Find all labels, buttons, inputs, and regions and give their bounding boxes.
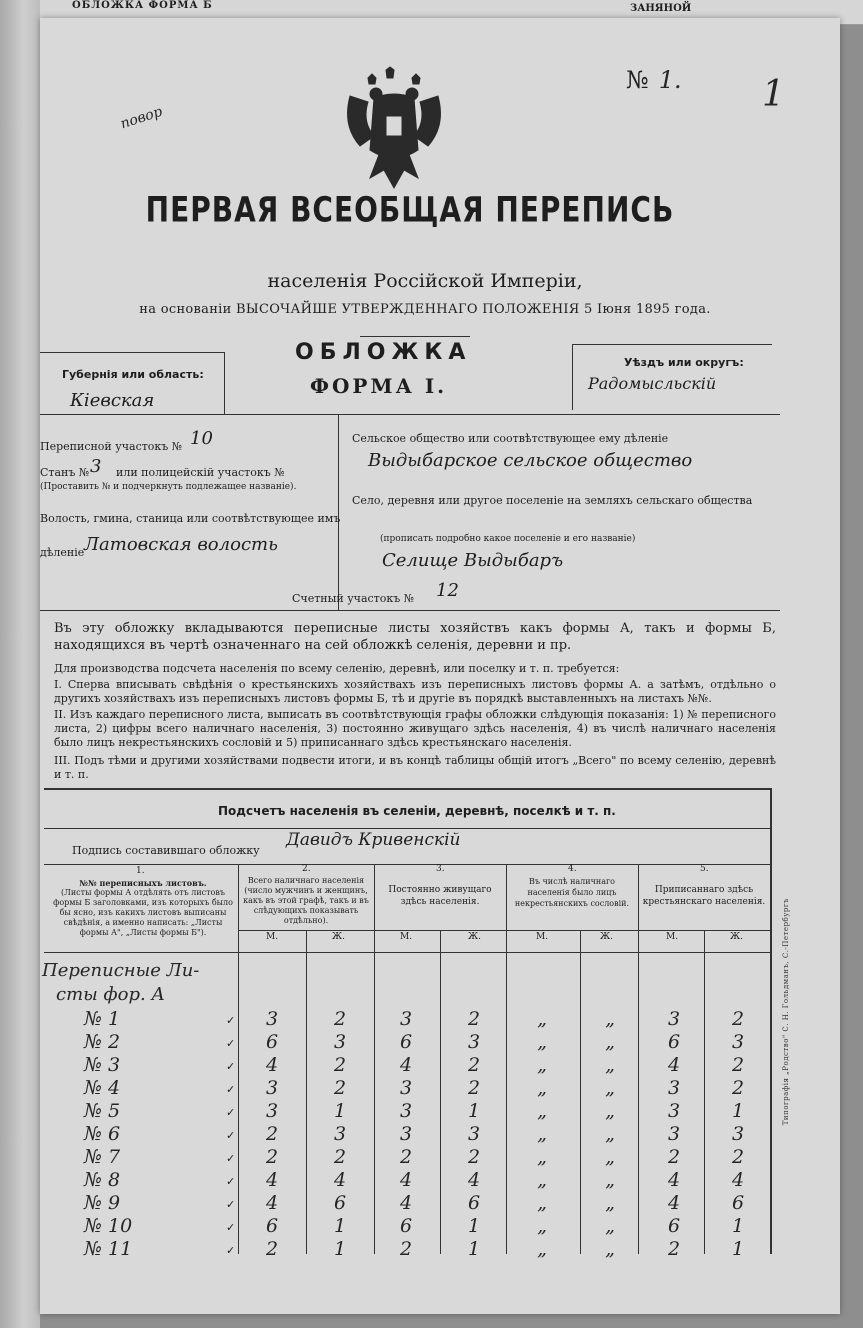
table-cell: 3 <box>731 1123 745 1145</box>
table-cell: 1 <box>731 1100 745 1122</box>
obshchestvo-value: Выдыбарское сельское общество <box>368 450 693 471</box>
sex-m: М. <box>536 932 549 942</box>
col3-header: Постоянно живущаго здѣсь населенія. <box>388 885 492 907</box>
table-row-number: № 3 <box>84 1054 121 1076</box>
table-cell: 3 <box>399 1100 413 1122</box>
table-cell: „ <box>605 1146 615 1168</box>
selo-value: Селище Выдыбаръ <box>382 550 564 571</box>
check-mark-icon: ✓ <box>226 1152 236 1165</box>
table-cell: 6 <box>667 1031 681 1053</box>
table-cell: 2 <box>467 1054 481 1076</box>
table-cell: 6 <box>333 1192 347 1214</box>
table-row-number: № 2 <box>84 1031 121 1053</box>
sex-m: М. <box>666 932 679 942</box>
stan-value: 3 <box>90 456 102 477</box>
sex-f: Ж. <box>468 932 481 942</box>
table-cell: 1 <box>467 1238 481 1260</box>
check-mark-icon: ✓ <box>226 1106 236 1119</box>
table-row-number: № 7 <box>84 1146 121 1168</box>
obshchestvo-label: Сельское общество или соотвѣтствующее ему дѣленіе <box>352 432 669 445</box>
table-cell: „ <box>537 1077 547 1099</box>
table-cell: 6 <box>399 1215 413 1237</box>
table-cell: 3 <box>667 1008 681 1030</box>
box-rule <box>572 344 573 410</box>
back-sheet-label-right: ЗАНЯНОЙ <box>630 3 692 14</box>
table-cell: „ <box>537 1054 547 1076</box>
col-rule <box>238 864 239 1254</box>
margin-note: повор <box>118 103 165 133</box>
table-cell: „ <box>605 1077 615 1099</box>
perepisnoy-value: 10 <box>190 428 213 449</box>
signature-value: Давидъ Кривенскій <box>286 830 461 850</box>
check-mark-icon: ✓ <box>226 1037 236 1050</box>
table-cell: 1 <box>467 1100 481 1122</box>
table-cell: 2 <box>333 1054 347 1076</box>
table-cell: 2 <box>265 1238 279 1260</box>
col4-number: 4. <box>568 864 577 874</box>
check-mark-icon: ✓ <box>226 1244 236 1257</box>
col5-header: Приписаннаго здѣсь крестьянскаго населенія. <box>642 885 766 907</box>
sex-m: М. <box>400 932 413 942</box>
col1-title: №№ переписныхъ листовъ. <box>79 878 207 888</box>
table-cell: 1 <box>333 1100 347 1122</box>
check-mark-icon: ✓ <box>226 1198 236 1211</box>
section-label: Переписные Ли- <box>42 960 200 981</box>
section-rule <box>40 610 780 611</box>
perepisnoy-label: Переписной участокъ № <box>40 440 183 453</box>
table-cell: 6 <box>667 1215 681 1237</box>
table-cell: „ <box>537 1008 547 1030</box>
table-cell: 1 <box>333 1215 347 1237</box>
table-cell: 6 <box>265 1031 279 1053</box>
schetny-value: 12 <box>436 580 459 601</box>
legal-basis: на основаніи ВЫСОЧАЙШЕ УТВЕРЖДЕННАГО ПОЛОЖЕНІЯ 5 Іюня 1895 года. <box>139 302 711 317</box>
table-cell: „ <box>537 1169 547 1191</box>
section-label: сты фор. А <box>56 984 166 1005</box>
section-rule <box>40 414 780 415</box>
table-cell: „ <box>537 1146 547 1168</box>
header-rule <box>44 952 770 953</box>
cover-heading: ОБЛОЖКА <box>295 340 472 365</box>
table-frame <box>770 788 772 1254</box>
check-mark-icon: ✓ <box>226 1014 236 1027</box>
table-cell: 2 <box>731 1054 745 1076</box>
table-cell: 2 <box>667 1238 681 1260</box>
table-cell: 4 <box>399 1169 413 1191</box>
table-rule <box>44 828 770 829</box>
box-rule <box>572 344 772 345</box>
col-rule <box>440 930 441 1254</box>
table-row-number: № 8 <box>84 1169 121 1191</box>
instructions-p2: II. Изъ каждаго переписного листа, выписать въ соотвѣтствующія графы обложки слѣдующія показанія: 1) № переписного листа, 2) цифры всего наличнаго населенія, 3) постоянно живущаго здѣсь населенія, 4) въ числѣ наличнаго населенія было лицъ некрестьянскихъ сословій и 5) приписаннаго здѣсь крестьянскаго населенія. <box>54 708 776 749</box>
col3-number: 3. <box>436 864 445 874</box>
imperial-eagle-icon <box>340 66 448 190</box>
check-mark-icon: ✓ <box>226 1175 236 1188</box>
col1-header <box>50 878 236 938</box>
col-rule <box>638 864 639 1254</box>
table-cell: 1 <box>467 1215 481 1237</box>
form-heading: ФОРМА I. <box>310 374 448 398</box>
table-cell: 3 <box>467 1031 481 1053</box>
table-cell: 2 <box>731 1077 745 1099</box>
table-row-number: № 1 <box>84 1008 121 1030</box>
col2-header: Всего наличнаго населенія (число мужчинъ и женщинъ, какъ въ этой графѣ, такъ и въ слѣдующихъ показывать отдѣльно). <box>243 876 369 925</box>
col1-note: (Листы формы А отдѣлять отъ листовъ формы Б заголовками, изъ которыхъ было бы ясно, изъ какихъ листовъ выписаны свѣдѣнія, а именно написать: „Листы формы А", „Листы формы Б"). <box>53 888 233 937</box>
volost-label-2: дѣленіе <box>40 546 85 559</box>
table-row-number: № 9 <box>84 1192 121 1214</box>
col2-number: 2. <box>302 864 311 874</box>
table-cell: „ <box>605 1238 615 1260</box>
table-cell: 3 <box>667 1077 681 1099</box>
table-row-number: № 10 <box>84 1215 133 1237</box>
table-cell: 2 <box>333 1146 347 1168</box>
table-cell: 4 <box>731 1169 745 1191</box>
volost-value: Латовская волость <box>84 534 278 555</box>
table-cell: 2 <box>399 1238 413 1260</box>
instructions-p3: III. Подъ тѣми и другими хозяйствами подвести итоги, и въ концѣ таблицы общій итогъ „Всего" по всему селенію, деревнѣ и т. п. <box>54 754 776 781</box>
check-mark-icon: ✓ <box>226 1083 236 1096</box>
table-cell: „ <box>605 1031 615 1053</box>
underlying-pages-edge <box>0 0 40 1328</box>
table-cell: 4 <box>667 1192 681 1214</box>
table-cell: 3 <box>467 1123 481 1145</box>
table-cell: 3 <box>333 1123 347 1145</box>
table-cell: 4 <box>333 1169 347 1191</box>
table-row-number: № 11 <box>84 1238 133 1260</box>
stan-label: Станъ № <box>40 466 90 479</box>
sex-f: Ж. <box>600 932 613 942</box>
col-rule <box>704 930 705 1254</box>
stan-note: (Проставить № и подчеркнуть подлежащее названіе). <box>40 482 297 492</box>
table-row-number: № 4 <box>84 1077 121 1099</box>
table-cell: „ <box>537 1215 547 1237</box>
col-rule <box>306 930 307 1254</box>
sex-f: Ж. <box>332 932 345 942</box>
table-cell: „ <box>605 1215 615 1237</box>
table-cell: 3 <box>265 1008 279 1030</box>
table-cell: 2 <box>467 1146 481 1168</box>
police-label: или полицейскій участокъ № <box>116 466 285 479</box>
col5-number: 5. <box>700 864 709 874</box>
gubernia-value: Кіевская <box>70 390 155 411</box>
table-cell: 3 <box>667 1100 681 1122</box>
col-rule <box>374 864 375 1254</box>
check-mark-icon: ✓ <box>226 1221 236 1234</box>
table-cell: „ <box>537 1100 547 1122</box>
table-cell: 2 <box>467 1008 481 1030</box>
table-frame <box>44 788 772 790</box>
corner-mark: 1 <box>762 74 785 115</box>
signature-label: Подпись составившаго обложку <box>72 844 260 857</box>
table-title: Подсчетъ населенія въ селеніи, деревнѣ, поселкѣ и т. п. <box>218 804 616 818</box>
table-cell: 2 <box>265 1123 279 1145</box>
table-cell: „ <box>605 1192 615 1214</box>
table-cell: 6 <box>467 1192 481 1214</box>
col4-header: Въ числѣ наличнаго населенія было лицъ некрестьянскихъ сословій. <box>514 877 630 908</box>
table-cell: 4 <box>265 1192 279 1214</box>
table-cell: 6 <box>731 1192 745 1214</box>
uezd-label: Уѣздъ или округъ: <box>624 356 744 369</box>
instructions-p1: I. Сперва вписывать свѣдѣнія о крестьянскихъ хозяйствахъ изъ переписныхъ листовъ формы А. а затѣмъ, отдѣльно о другихъ хозяйствахъ изъ переписныхъ листовъ формы Б, тѣ и другіе въ порядкѣ выставленныхъ на листахъ №№. <box>54 678 776 705</box>
header-rule <box>238 930 770 931</box>
table-cell: 2 <box>467 1077 481 1099</box>
table-cell: „ <box>537 1192 547 1214</box>
table-cell: „ <box>537 1238 547 1260</box>
table-cell: „ <box>605 1008 615 1030</box>
table-cell: „ <box>605 1123 615 1145</box>
table-cell: 6 <box>265 1215 279 1237</box>
table-cell: 3 <box>265 1077 279 1099</box>
back-sheet-label: ОБЛОЖКА ФОРМА Б <box>72 0 213 11</box>
table-cell: 2 <box>731 1008 745 1030</box>
table-cell: 3 <box>399 1008 413 1030</box>
table-cell: 4 <box>667 1054 681 1076</box>
table-cell: „ <box>537 1031 547 1053</box>
table-row-number: № 6 <box>84 1123 121 1145</box>
volost-label: Волость, гмина, станица или соотвѣтствующее имъ <box>40 512 341 525</box>
census-cover-page <box>40 18 840 1314</box>
form-number-value: 1. <box>658 66 682 94</box>
table-cell: „ <box>605 1100 615 1122</box>
table-cell: „ <box>605 1169 615 1191</box>
col1-number: 1. <box>136 866 145 876</box>
form-number <box>626 66 682 94</box>
table-cell: 3 <box>667 1123 681 1145</box>
instructions-p0: Для производства подсчета населенія по всему селенію, деревнѣ, или поселку и т. п. требуется: <box>54 662 620 675</box>
table-cell: 1 <box>731 1238 745 1260</box>
check-mark-icon: ✓ <box>226 1060 236 1073</box>
col-rule <box>580 930 581 1254</box>
table-cell: 4 <box>265 1054 279 1076</box>
table-cell: 1 <box>333 1238 347 1260</box>
page-title: ПЕРВАЯ ВСЕОБЩАЯ ПЕРЕПИСЬ <box>145 188 675 231</box>
sex-m: М. <box>266 932 279 942</box>
divider <box>360 336 470 337</box>
table-rule <box>44 864 770 865</box>
table-cell: 4 <box>467 1169 481 1191</box>
box-rule <box>40 352 224 353</box>
table-cell: 4 <box>399 1192 413 1214</box>
check-mark-icon: ✓ <box>226 1129 236 1142</box>
table-cell: 3 <box>399 1077 413 1099</box>
gubernia-label: Губернія или область: <box>62 368 204 381</box>
table-cell: 2 <box>333 1008 347 1030</box>
form-number-label: № <box>626 66 649 94</box>
table-cell: „ <box>537 1123 547 1145</box>
subtitle: населенія Россійской Имперіи, <box>267 270 583 292</box>
table-cell: 2 <box>667 1146 681 1168</box>
table-cell: „ <box>605 1054 615 1076</box>
selo-note: (прописать подробно какое поселеніе и его названіе) <box>380 534 636 544</box>
box-rule <box>224 352 225 414</box>
instructions-intro: Въ эту обложку вкладываются переписные листы хозяйствъ какъ формы А, такъ и формы Б, находящихся въ чертѣ означеннаго на сей обложкѣ селенія, деревни и пр. <box>54 621 776 653</box>
schetny-label: Счетный участокъ № <box>292 592 415 605</box>
printer-imprint: Типографія „Родство" С. Н. Гольдманъ, С.-Петербургъ <box>782 898 790 1126</box>
table-cell: 2 <box>333 1077 347 1099</box>
table-cell: 2 <box>265 1146 279 1168</box>
table-cell: 3 <box>333 1031 347 1053</box>
table-cell: 4 <box>265 1169 279 1191</box>
sex-f: Ж. <box>730 932 743 942</box>
table-cell: 4 <box>399 1054 413 1076</box>
table-cell: 3 <box>731 1031 745 1053</box>
table-cell: 2 <box>399 1146 413 1168</box>
table-cell: 3 <box>399 1123 413 1145</box>
col-rule <box>506 864 507 1254</box>
table-cell: 2 <box>731 1146 745 1168</box>
table-row-number: № 5 <box>84 1100 121 1122</box>
table-cell: 1 <box>731 1215 745 1237</box>
table-cell: 3 <box>265 1100 279 1122</box>
uezd-value: Радомысльскій <box>588 374 717 393</box>
table-cell: 4 <box>667 1169 681 1191</box>
selo-label: Село, деревня или другое поселеніе на земляхъ сельскаго общества <box>352 494 753 507</box>
table-cell: 6 <box>399 1031 413 1053</box>
